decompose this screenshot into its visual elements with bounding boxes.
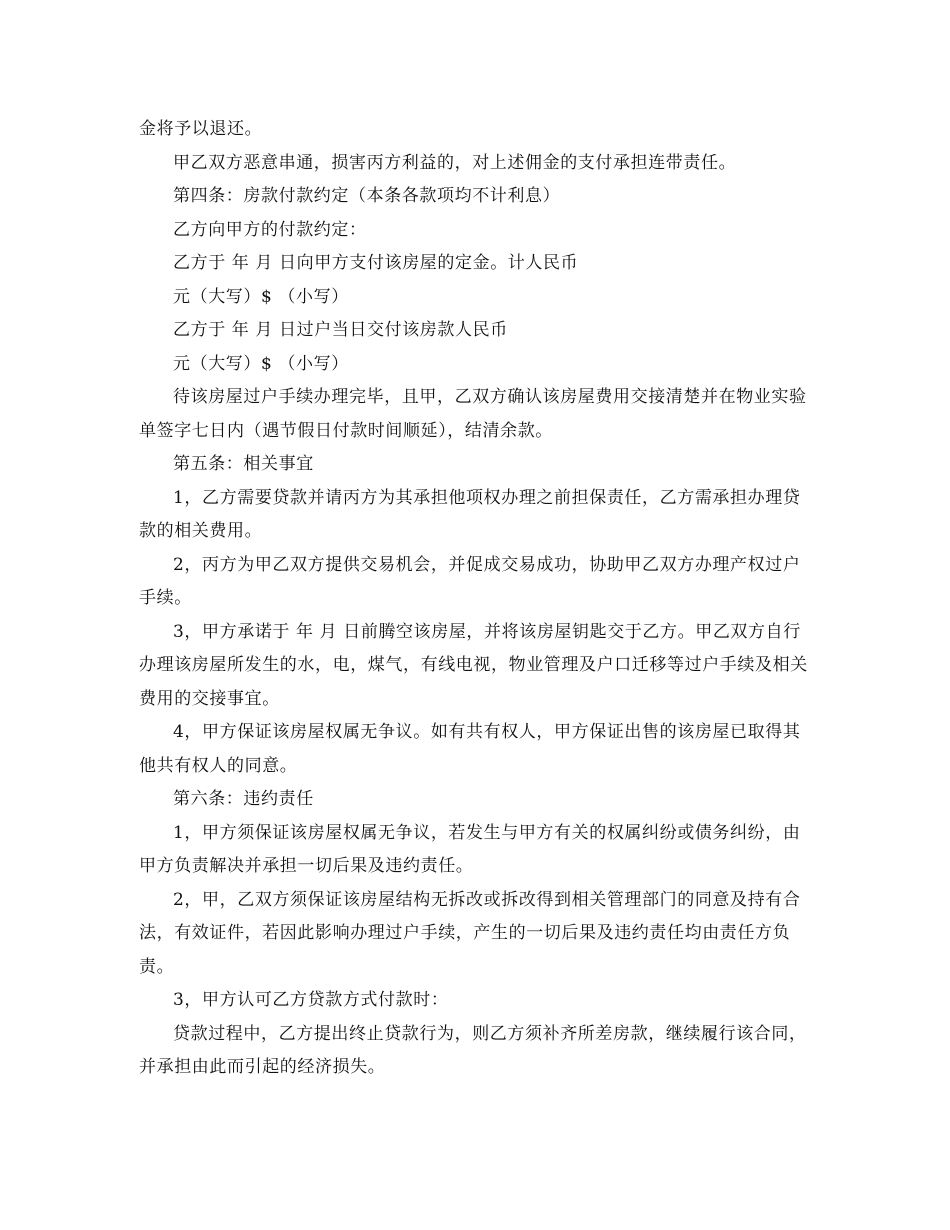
balance-settlement-paragraph: 待该房屋过户手续办理完毕，且甲，乙双方确认该房屋费用交接清楚并在物业实验单签字七日内（遇节假日付款时间顺延），结清余款。: [139, 387, 807, 441]
document-body: [139, 113, 817, 1085]
payment-agreement-heading: 乙方向甲方的付款约定：: [173, 219, 367, 240]
article-5-item-2: 2，丙方为甲乙双方提供交易机会，并促成交易成功，协助甲乙双方办理产权过户手续。: [139, 554, 801, 608]
paragraph-collusion-liability: 甲乙双方恶意串通，损害丙方利益的，对上述佣金的支付承担连带责任。: [173, 152, 737, 173]
article-6-heading: 第六条：违约责任: [173, 789, 314, 809]
loan-termination-paragraph: 贷款过程中，乙方提出终止贷款行为，则乙方须补齐所差房款，继续履行该合同，并承担由此而引起的经济损失。: [139, 1023, 807, 1077]
article-5-heading: 第五条：相关事宜: [173, 454, 314, 474]
deposit-payment-line: 乙方于 年 月 日向甲方支付该房屋的定金。计人民币: [173, 253, 579, 273]
paragraph-continuation: 金将予以退还。: [139, 119, 263, 139]
article-4-heading: 第四条：房款付款约定（本条各款项均不计利息）: [173, 186, 561, 206]
article-5-item-1: 1，乙方需要贷款并请丙方为其承担他项权办理之前担保责任，乙方需承担办理贷款的相关费用。: [139, 487, 801, 541]
transfer-amount-line: 元（大写）$ （小写）: [173, 353, 349, 374]
article-6-item-2: 2，甲，乙双方须保证该房屋结构无拆改或拆改得到相关管理部门的同意及持有合法，有效证件，若因此影响办理过户手续，产生的一切后果及违约责任均由责任方负责。: [139, 889, 801, 977]
article-5-item-3: 3，甲方承诺于 年 月 日前腾空该房屋，并将该房屋钥匙交于乙方。甲乙双方自行办理该房屋所发生的水，电，煤气，有线电视，物业管理及户口迁移等过户手续及相关费用的交接事宜。: [139, 621, 808, 709]
article-6-item-3: 3，甲方认可乙方贷款方式付款时：: [173, 990, 449, 1010]
deposit-amount-line: 元（大写）$ （小写）: [173, 286, 349, 307]
article-5-item-4: 4，甲方保证该房屋权属无争议。如有共有权人，甲方保证出售的该房屋已取得其他共有权人的同意。: [139, 722, 801, 776]
transfer-payment-line: 乙方于 年 月 日过户当日交付该房款人民币: [173, 320, 508, 340]
article-6-item-1: 1，甲方须保证该房屋权属无争议，若发生与甲方有关的权属纠纷或债务纠纷，由甲方负责解决并承担一切后果及违约责任。: [139, 822, 801, 876]
